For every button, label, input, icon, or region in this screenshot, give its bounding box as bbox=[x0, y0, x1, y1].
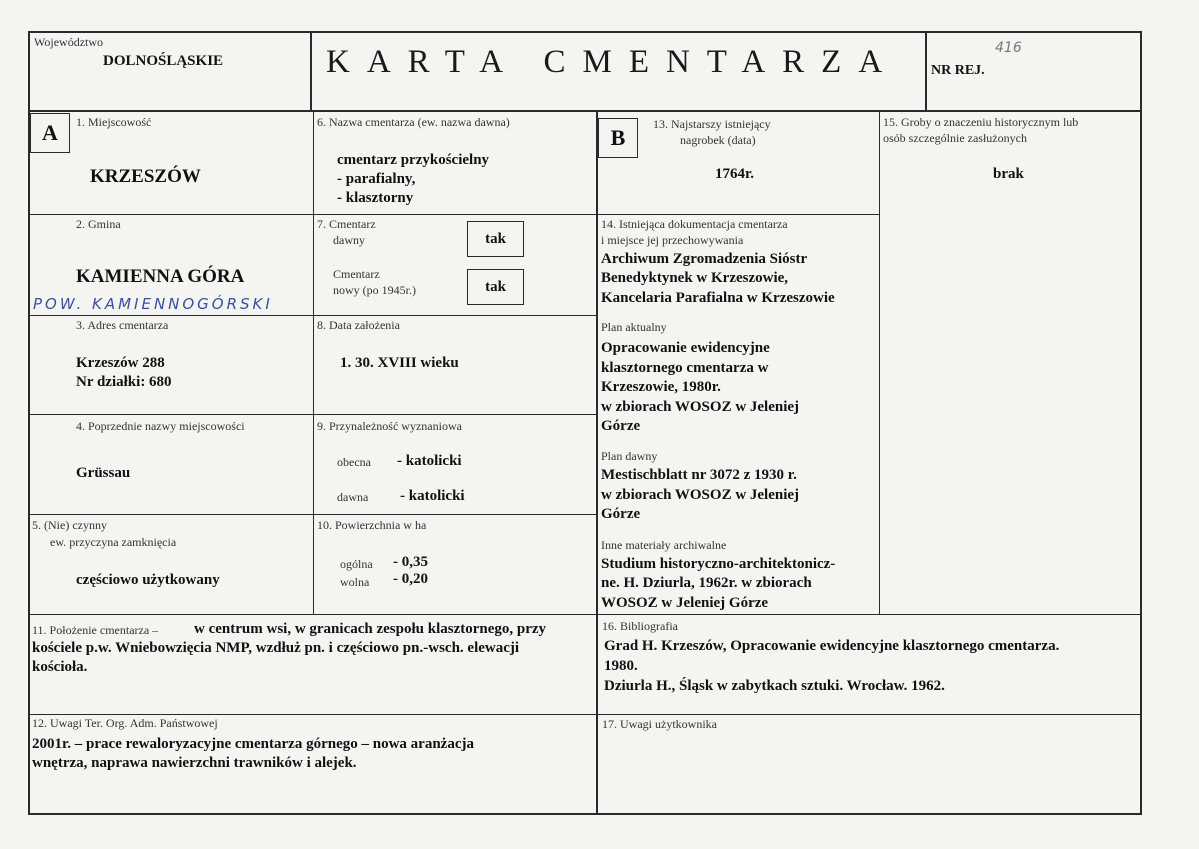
col-divider-1 bbox=[313, 111, 314, 615]
frame-bottom bbox=[28, 813, 1142, 815]
field-16-line3: Dziurla H., Śląsk w zabytkach sztuki. Wrocław. 1962. bbox=[604, 678, 945, 694]
plan-dawny-line3: Górze bbox=[601, 506, 641, 522]
field-9-label: 9. Przynależność wyznaniowa bbox=[317, 419, 462, 433]
field-12-label: 12. Uwagi Ter. Org. Adm. Państwowej bbox=[32, 716, 218, 730]
plan-dawny-line1: Mestischblatt nr 3072 z 1930 r. bbox=[601, 467, 797, 483]
plan-aktualny-label: Plan aktualny bbox=[601, 320, 667, 334]
nr-rej-value: 416 bbox=[995, 40, 1022, 56]
field-7-label-2: dawny bbox=[333, 233, 365, 247]
field-3-line1: Krzeszów 288 bbox=[76, 355, 165, 371]
field-6-line2: - parafialny, bbox=[337, 171, 416, 187]
field-3-line2: Nr działki: 680 bbox=[76, 374, 172, 390]
row-line-bottom bbox=[28, 714, 1142, 715]
field-7-label-3: Cmentarz bbox=[333, 267, 380, 281]
field-15-value: brak bbox=[993, 166, 1024, 182]
inne-line2: ne. H. Dziurla, 1962r. w zbiorach bbox=[601, 575, 812, 591]
field-11-text-1: w centrum wsi, w granicach zespołu klasztornego, przy bbox=[194, 621, 547, 637]
field-16-line2: 1980. bbox=[604, 658, 638, 674]
field-5-value: częściowo użytkowany bbox=[76, 572, 220, 588]
field-5-label-1: 5. (Nie) czynny bbox=[32, 518, 107, 532]
field-2-label: 2. Gmina bbox=[76, 217, 121, 231]
field-13-value: 1764r. bbox=[715, 166, 755, 182]
field-14-line1: Archiwum Zgromadzenia Sióstr bbox=[601, 251, 808, 267]
field-17-label: 17. Uwagi użytkownika bbox=[602, 717, 717, 731]
field-10-ogolna-label: ogólna bbox=[340, 557, 373, 571]
header-divider-2 bbox=[925, 31, 927, 111]
section-a-box bbox=[30, 113, 70, 153]
field-15-label-2: osób szczególnie zasłużonych bbox=[883, 131, 1027, 145]
field-14-label-1: 14. Istniejąca dokumentacja cmentarza bbox=[601, 217, 788, 231]
row-line-a1 bbox=[28, 214, 597, 215]
plan-aktualny-line2: klasztornego cmentarza w bbox=[601, 360, 769, 376]
field-4-value: Grüssau bbox=[76, 465, 131, 481]
frame-right bbox=[1140, 31, 1142, 815]
row-line-a2 bbox=[28, 315, 597, 316]
inne-line3: WOSOZ w Jeleniej Górze bbox=[601, 595, 769, 611]
plan-aktualny-line4: w zbiorach WOSOZ w Jeleniej bbox=[601, 399, 800, 415]
row-line-a3 bbox=[28, 414, 597, 415]
frame-top bbox=[28, 31, 1142, 33]
field-1-value: KRZESZÓW bbox=[90, 166, 201, 187]
field-7-dawny-box bbox=[467, 221, 524, 257]
field-7-label-1: 7. Cmentarz bbox=[317, 217, 376, 231]
section-b-letter: B bbox=[610, 125, 626, 150]
nr-rej-label: NR REJ. bbox=[931, 63, 985, 78]
field-11-label: 11. Położenie cmentarza – bbox=[32, 623, 159, 637]
col-divider-3 bbox=[879, 111, 880, 615]
field-12-text-2: wnętrza, naprawa nawierzchni trawników i alejek. bbox=[32, 755, 357, 771]
field-9-dawna-value: - katolicki bbox=[400, 488, 465, 504]
field-13-label-2: nagrobek (data) bbox=[680, 133, 756, 147]
field-8-label: 8. Data założenia bbox=[317, 318, 400, 332]
field-6-label: 6. Nazwa cmentarza (ew. nazwa dawna) bbox=[317, 115, 510, 129]
field-11-text-2: kościele p.w. Wniebowzięcia NMP, wzdłuż pn. i częściowo pn.-wsch. elewacji bbox=[32, 640, 520, 656]
row-line-a4 bbox=[28, 514, 597, 515]
field-6-line1: cmentarz przykościelny bbox=[337, 152, 490, 168]
field-15-label-1: 15. Groby o znaczeniu historycznym lub bbox=[883, 115, 1079, 129]
field-7-label-4: nowy (po 1945r.) bbox=[333, 283, 416, 297]
plan-aktualny-line5: Górze bbox=[601, 418, 641, 434]
section-a-letter: A bbox=[42, 120, 58, 145]
field-7-nowy-box bbox=[467, 269, 524, 305]
field-10-wolna-label: wolna bbox=[340, 575, 370, 589]
field-7-nowy-value: tak bbox=[485, 279, 506, 295]
col-divider-2 bbox=[596, 111, 598, 813]
field-8-value: 1. 30. XVIII wieku bbox=[340, 355, 459, 371]
inne-line1: Studium historyczno-architektonicz- bbox=[601, 556, 836, 572]
field-2-value: KAMIENNA GÓRA bbox=[76, 266, 245, 287]
field-10-wolna-value: - 0,20 bbox=[393, 571, 428, 587]
field-4-label: 4. Poprzednie nazwy miejscowości bbox=[76, 419, 245, 433]
field-12-text-1: 2001r. – prace rewaloryzacyjne cmentarza górnego – nowa aranżacja bbox=[32, 736, 474, 752]
field-13-label-1: 13. Najstarszy istniejący bbox=[653, 117, 771, 131]
plan-dawny-label: Plan dawny bbox=[601, 449, 658, 463]
field-9-obecna-label: obecna bbox=[337, 455, 371, 469]
field-2-handwritten: POW. KAMIENNOGÓRSKI bbox=[33, 295, 273, 313]
field-9-obecna-value: - katolicki bbox=[397, 453, 462, 469]
row-line-b1 bbox=[596, 214, 880, 215]
field-11-text-3: kościoła. bbox=[32, 659, 88, 675]
voivodeship-label: Województwo bbox=[34, 35, 104, 49]
field-10-label: 10. Powierzchnia w ha bbox=[317, 518, 427, 532]
header-divider-1 bbox=[310, 31, 312, 111]
field-14-label-2: i miejsce jej przechowywania bbox=[601, 233, 744, 247]
field-1-label: 1. Miejscowość bbox=[76, 115, 152, 129]
field-10-ogolna-value: - 0,35 bbox=[393, 554, 428, 570]
field-9-dawna-label: dawna bbox=[337, 490, 369, 504]
plan-dawny-line2: w zbiorach WOSOZ w Jeleniej bbox=[601, 487, 800, 503]
field-5-label-2: ew. przyczyna zamknięcia bbox=[50, 535, 177, 549]
row-line-a5 bbox=[28, 614, 1142, 615]
field-16-label: 16. Bibliografia bbox=[602, 619, 678, 633]
plan-aktualny-line3: Krzeszowie, 1980r. bbox=[601, 379, 721, 395]
field-6-line3: - klasztorny bbox=[337, 190, 414, 206]
field-14-line3: Kancelaria Parafialna w Krzeszowie bbox=[601, 290, 835, 306]
voivodeship-value: DOLNOŚLĄSKIE bbox=[103, 53, 224, 69]
field-16-line1: Grad H. Krzeszów, Opracowanie ewidencyjne klasztornego cmentarza. bbox=[604, 638, 1060, 654]
header-bottom-line bbox=[28, 110, 1142, 112]
plan-aktualny-line1: Opracowanie ewidencyjne bbox=[601, 340, 770, 356]
page-title: KARTA CMENTARZA bbox=[326, 44, 900, 80]
field-7-dawny-value: tak bbox=[485, 231, 506, 247]
section-b-box bbox=[598, 118, 638, 158]
field-3-label: 3. Adres cmentarza bbox=[76, 318, 169, 332]
field-14-line2: Benedyktynek w Krzeszowie, bbox=[601, 270, 789, 286]
inne-label: Inne materiały archiwalne bbox=[601, 538, 727, 552]
